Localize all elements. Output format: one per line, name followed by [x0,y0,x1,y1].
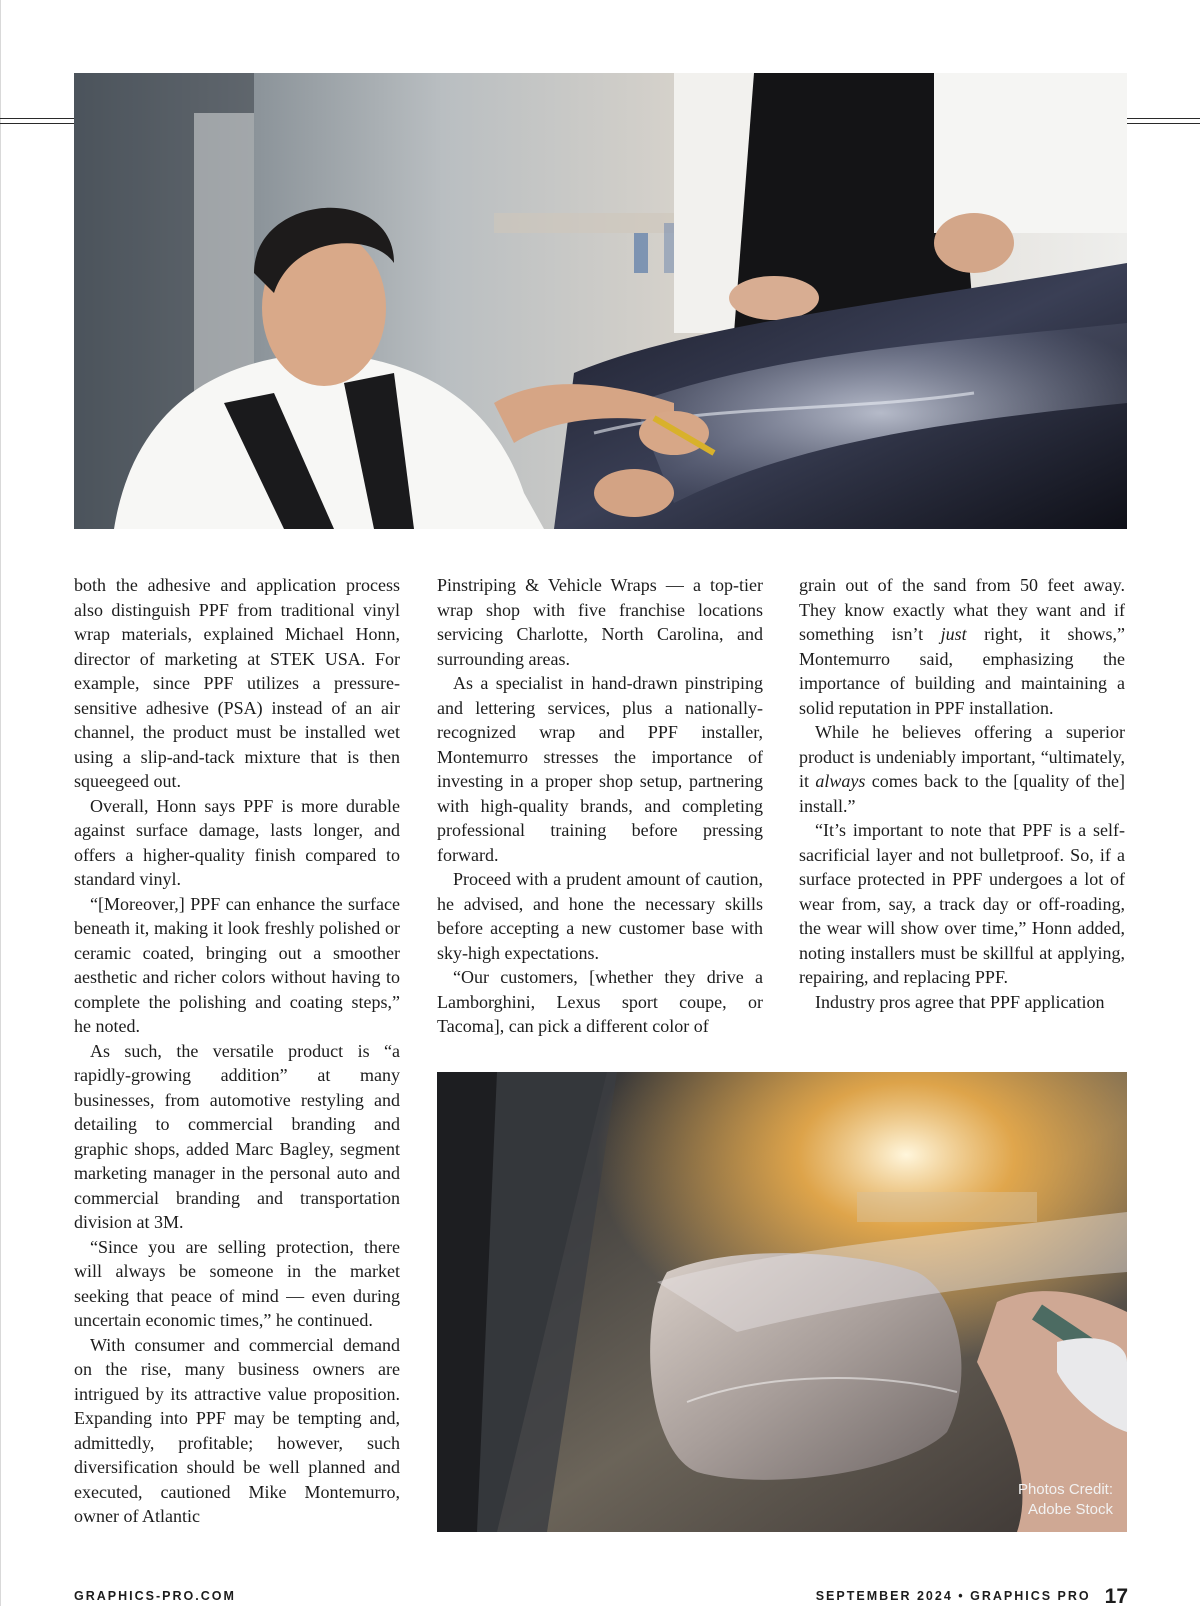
photo-mirror-wrapping [437,1072,1127,1532]
article-column-1 [74,573,400,1529]
photo-credit [1018,1480,1113,1520]
paragraph [799,573,1125,720]
article-column-2 [437,573,763,1039]
paragraph: Proceed with a prudent amount of caution, he advised, and hone the necessary skills before accepting a new customer base with sky-high expectations. [437,869,763,963]
photo-installer-applying-ppf [74,73,1127,529]
emphasis-text: just [940,624,967,644]
paragraph: Pinstriping & Vehicle Wraps — a top-tier wrap shop with five franchise locations servicing Charlotte, North Carolina, and surrounding areas. [437,575,763,669]
footer-issue-text: SEPTEMBER 2024 • GRAPHICS PRO [815,1589,1091,1603]
header-rule-left [0,118,75,124]
photo-credit-line-2: Adobe Stock [1027,1501,1113,1518]
paragraph: “It’s important to note that PPF is a self-sacrificial layer and not bulletproof. So, if a surface protected in PPF undergoes a lot of wear from, say, a track day or off-roading, the wear will show over time,” Honn added, noting installers must be skillful at applying, repairing, and replacing PPF. [799,820,1125,987]
paragraph: “Our customers, [whether they drive a Lamborghini, Lexus sport coupe, or Tacoma], can pick a different color of [437,967,763,1036]
text-run: While he believes offering a superior product is undeniably important, “ultimately, it [799,722,1125,791]
page-edge-line [0,0,1,1606]
header-rule-right [1126,118,1200,124]
emphasis-text: always [815,771,866,791]
footer-website: GRAPHICS-PRO.COM [74,1589,236,1603]
paragraph: Industry pros agree that PPF application [815,991,1105,1012]
photo-credit-line-1: Photos Credit: [1017,1481,1113,1498]
paragraph: As a specialist in hand-drawn pinstriping and lettering services, plus a nationally-recognized wrap and PPF installer, Montemurro stresses the importance of investing in a proper shop setup, partnering with high-quality brands, and completing professional training before pressing forward. [437,673,763,865]
text-run: right, it shows,” Montemurro said, emphasizing the importance of building and maintaining a solid reputation in PPF installation. [799,624,1125,718]
footer-issue [816,1585,1128,1607]
paragraph: With consumer and commercial demand on the rise, many business owners are intrigued by its attractive value proposition. Expanding into PPF may be tempting and, admittedly, profitable; however, such diversification should be well planned and executed, cautioned Mike Montemurro, owner of Atlantic [74,1334,400,1526]
paragraph: both the adhesive and application process also distinguish PPF from traditional vinyl wrap materials, explained Michael Honn, director of marketing at STEK USA. For example, since PPF utilizes a pressure-sensitive adhesive (PSA) instead of an air channel, the product must be installed wet using a slip-and-tack mixture that is then squeegeed out. [74,575,400,791]
paragraph [799,720,1125,818]
paragraph: As such, the versatile product is “a rapidly-growing addition” at many businesses, from automotive restyling and detailing to commercial branding and graphic shops, added Marc Bagley, segment marketing manager in the personal auto and commercial branding and transportation division at 3M. [74,1040,400,1232]
paragraph: “Since you are selling protection, there will always be someone in the market seeking that peace of mind — even during uncertain economic times,” he continued. [74,1236,400,1330]
text-run: grain out of the sand from 50 feet away. They know exactly what they want and if something isn’t [799,575,1125,644]
paragraph: Overall, Honn says PPF is more durable against surface damage, lasts longer, and offers a higher-quality finish compared to standard vinyl. [74,795,400,889]
paragraph: “[Moreover,] PPF can enhance the surface beneath it, making it look freshly polished or ceramic coated, bringing out a smoother aesthetic and richer colors without having to complete the polishing and coating steps,” he noted. [74,893,400,1036]
article-column-3 [799,573,1125,1014]
text-run: comes back to the [quality of the] install.” [799,771,1125,816]
page-number: 17 [1104,1585,1128,1608]
